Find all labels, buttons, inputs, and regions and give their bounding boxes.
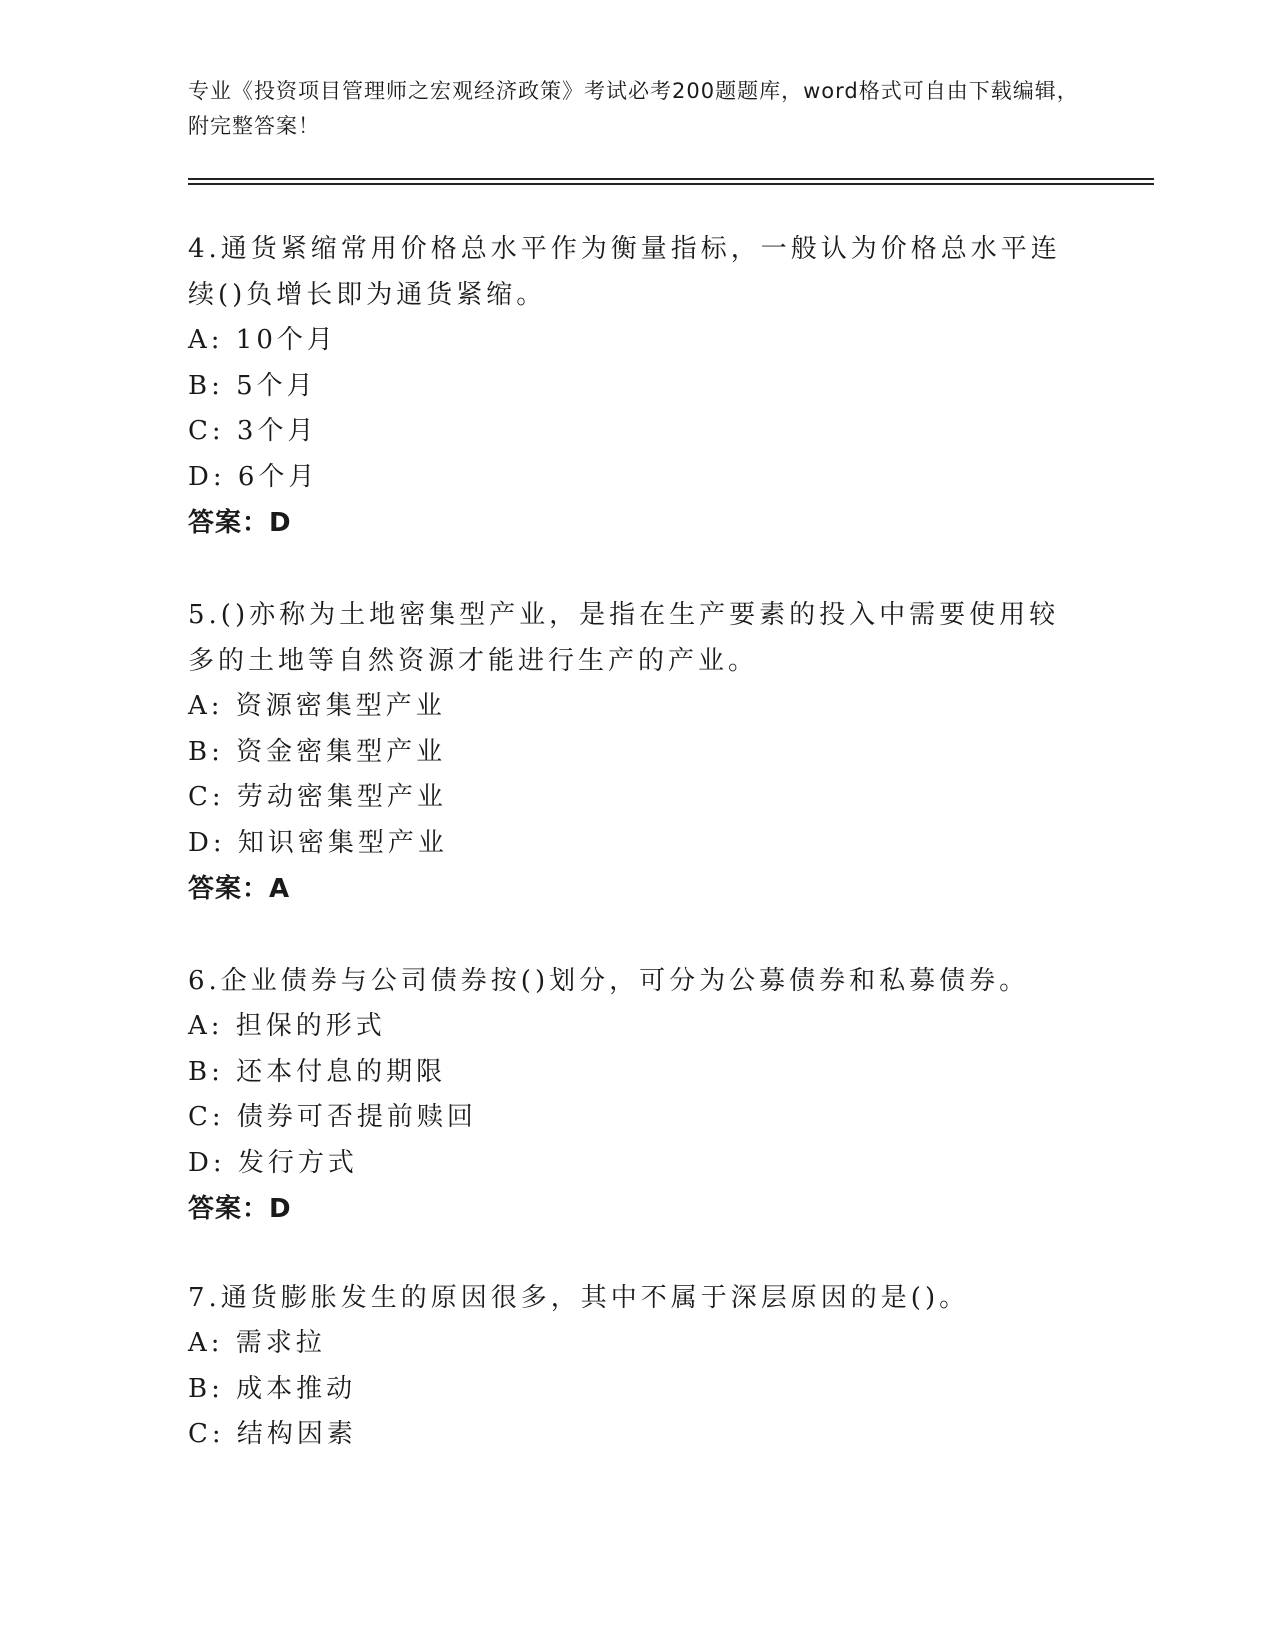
answer-label: 答案：D	[188, 1194, 292, 1224]
option-a: A: 担保的形式	[188, 1011, 386, 1041]
option-d: D: 知识密集型产业	[188, 827, 448, 858]
question-4	[188, 226, 1088, 546]
option-b: B: 还本付息的期限	[188, 1056, 447, 1087]
option-c: C: 债券可否提前赎回	[188, 1102, 477, 1132]
question-5	[188, 592, 1088, 912]
question-7	[188, 1275, 1088, 1458]
question-6	[188, 958, 1088, 1232]
question-stem: 6.企业债券与公司债券按()划分，可分为公募债券和私募债券。	[188, 966, 1030, 996]
answer-label: 答案：A	[188, 874, 291, 904]
question-stem: 7.通货膨胀发生的原因很多，其中不属于深层原因的是()。	[188, 1283, 970, 1313]
option-a: A: 需求拉	[188, 1328, 326, 1358]
option-list	[188, 1321, 1088, 1458]
option-list	[188, 1004, 1088, 1186]
answer-label: 答案：D	[188, 508, 292, 538]
option-a: A: 10个月	[188, 325, 337, 355]
option-a: A: 资源密集型产业	[188, 691, 446, 721]
option-b: B: 资金密集型产业	[188, 736, 447, 767]
option-c: C: 3个月	[188, 416, 318, 446]
option-list	[188, 318, 1088, 500]
question-stem: 5.()亦称为土地密集型产业，是指在生产要素的投入中需要使用较多的土地等自然资源才能进行生产的产业。	[188, 600, 1060, 676]
option-d: D: 发行方式	[188, 1147, 358, 1178]
option-d: D: 6个月	[188, 461, 319, 492]
question-stem: 4.通货紧缩常用价格总水平作为衡量指标，一般认为价格总水平连续()负增长即为通货紧缩。	[188, 234, 1061, 310]
option-c: C: 劳动密集型产业	[188, 782, 447, 812]
option-b: B: 5个月	[188, 370, 317, 401]
header-rule-top	[188, 178, 1154, 180]
option-b: B: 成本推动	[188, 1373, 357, 1404]
option-list	[188, 684, 1088, 866]
header-rule-bottom	[188, 183, 1154, 185]
document-header: 专业《投资项目管理师之宏观经济政策》考试必考200题题库，word格式可自由下载编辑，附完整答案！	[188, 79, 1079, 138]
option-c: C: 结构因素	[188, 1419, 357, 1449]
